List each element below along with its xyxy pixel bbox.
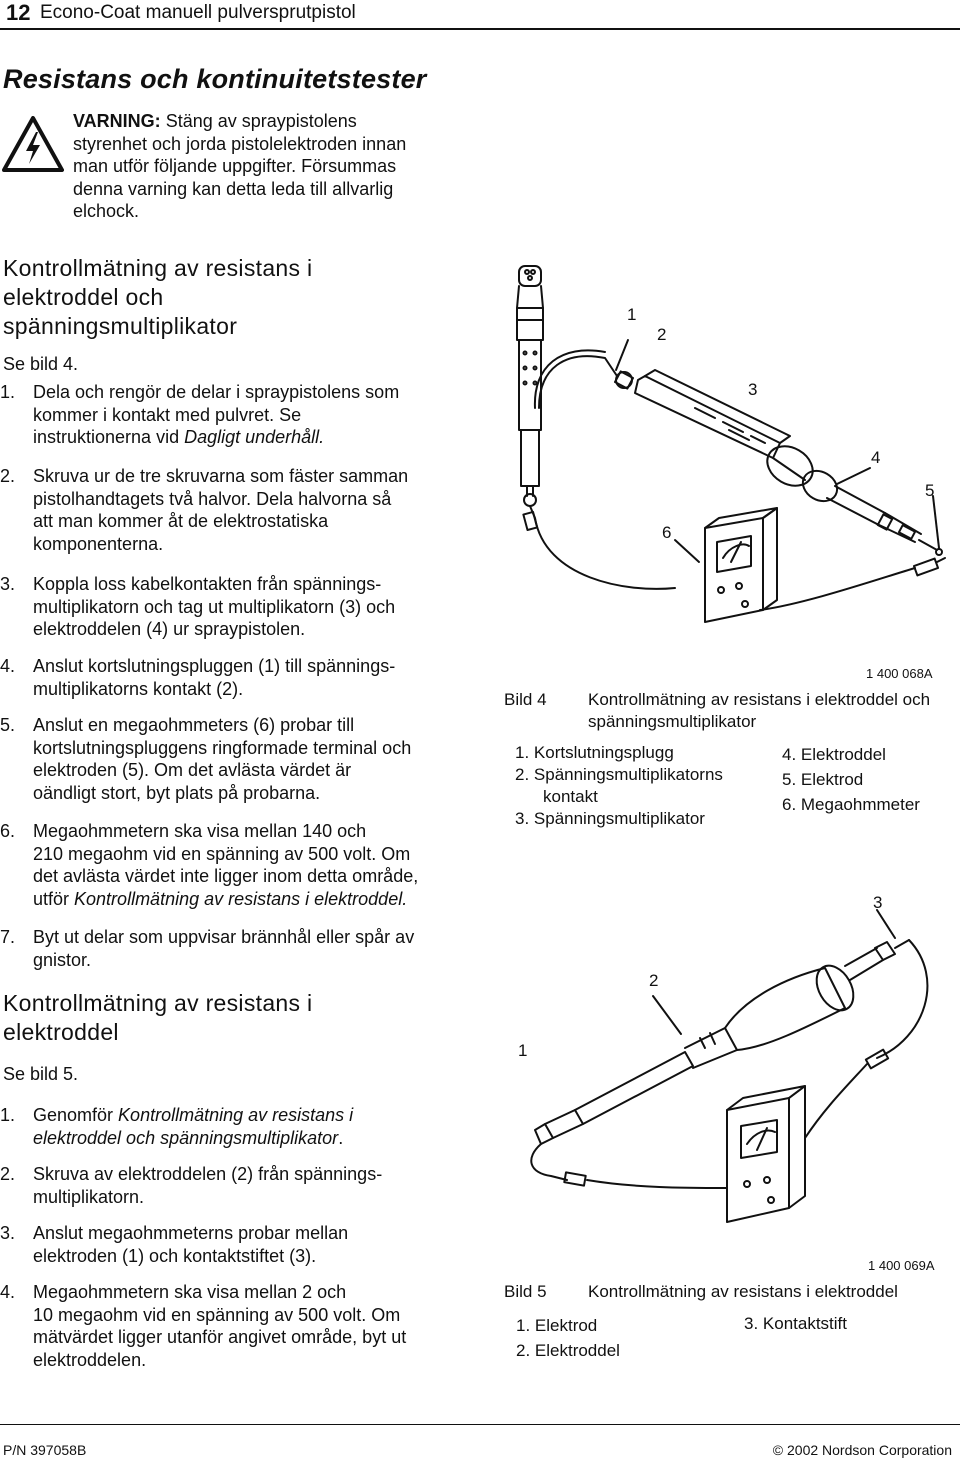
warning-label: VARNING: (73, 111, 161, 131)
figure-4-caption: Kontrollmätning av resistans i elektroddel och spänningsmultiplikator (588, 690, 931, 731)
see-figure-5: Se bild 5. (3, 1064, 79, 1084)
electrical-warning-icon (2, 116, 64, 172)
figure-4-legend-right: 4. Elektroddel 5. Elektrod 6. Megaohmmeter (782, 745, 920, 814)
figure-5-legend: 1. Elektrod 2. Elektroddel (516, 1316, 620, 1360)
callout: 2 (657, 325, 667, 344)
warning-text: VARNING: Stäng av spraypistolens styrenhet och jorda pistolelektroden innan man utför följande uppgifter. Försummas denna varning kan detta leda till allvarlig elchock. (73, 111, 407, 221)
figure-4-ref: 1 400 068A (866, 666, 933, 681)
callout: 1 (518, 1041, 528, 1060)
copyright: © 2002 Nordson Corporation (772, 1442, 952, 1458)
subsection-title-2: Kontrollmätning av resistans i elektroddel (3, 990, 313, 1045)
header-title: Econo-Coat manuell pulversprutpistol (40, 2, 356, 23)
section-title: Resistans och kontinuitetstester (3, 64, 427, 94)
callout: 4 (871, 448, 881, 467)
figure-5-label: Bild 5 (504, 1282, 547, 1301)
page-number: 12 (6, 0, 31, 25)
callout: 2 (649, 971, 659, 990)
callout: 3 (873, 893, 883, 912)
figure-5-caption: Kontrollmätning av resistans i elektroddel (588, 1282, 898, 1301)
callout: 1 (627, 305, 637, 324)
callout: 6 (662, 523, 672, 542)
figure-4-legend: 1. Kortslutningsplugg 2. Spänningsmultiplikatorns kontakt 3. Spänningsmultiplikator (515, 743, 723, 828)
header-divider (0, 28, 960, 30)
callout: 5 (925, 481, 935, 500)
footer-divider (0, 1424, 960, 1425)
figure-5-ref: 1 400 069A (868, 1258, 935, 1273)
figure-4-illustration (505, 258, 960, 658)
figure-5-illustration (505, 888, 960, 1258)
figure-5-legend-right: 3. Kontaktstift (744, 1314, 847, 1333)
see-figure-4: Se bild 4. (3, 354, 79, 374)
part-number: P/N 397058B (3, 1442, 87, 1458)
subsection-title-1: Kontrollmätning av resistans i elektroddel och spänningsmultiplikator (3, 255, 313, 339)
callout: 3 (748, 380, 758, 399)
figure-4-label: Bild 4 (504, 690, 547, 709)
